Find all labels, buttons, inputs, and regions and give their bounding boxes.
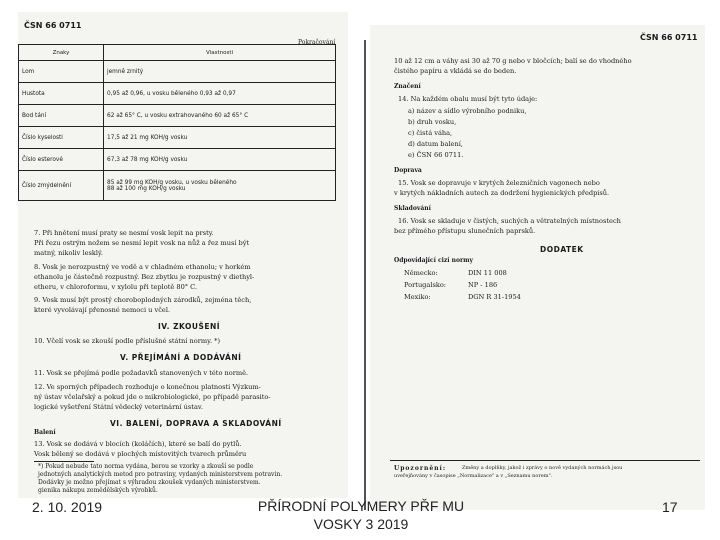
paragraph-12-line1: 12. Ve sporných případech rozhoduje o konečnou platnosti Výzkum- bbox=[34, 383, 261, 391]
section-iv-heading: IV. ZKOUŠENÍ bbox=[158, 322, 221, 331]
paragraph-14: 14. Na každém obalu musí být tyto údaje: bbox=[398, 95, 538, 103]
footnote-line4: gienika nákupu zemědělských výrobků. bbox=[38, 487, 158, 494]
foreign-country-2: Portugalsko: bbox=[404, 281, 447, 289]
appendix-heading: DODATEK bbox=[540, 245, 584, 254]
paragraph-7-line2: Při řezu ostrým nožem se nesmí lepit vosk na nůž a řez musí být bbox=[34, 239, 250, 247]
marking-item-a: a) název a sídlo výrobního podniku, bbox=[408, 107, 527, 115]
footnote-line2: jednotných analytických metod pro potraviny, vydaných ministerstvem potravin. bbox=[38, 471, 283, 478]
marking-item-e: e) ČSN 66 0711. bbox=[408, 151, 464, 159]
paragraph-15-line2: v krytých nákladních autech za dodržení hygienických předpisů. bbox=[394, 189, 610, 197]
storage-subheading: Skladování bbox=[394, 205, 431, 212]
paragraph-16-line2: bez přímého přístupu slunečních paprsků. bbox=[394, 227, 536, 235]
footer-subtitle: VOSKY 3 2019 bbox=[313, 516, 409, 532]
paragraph-7-line3: matný, nikoliv lesklý. bbox=[34, 249, 103, 257]
table-row: Číslo zmýdelnění 85 až 99 mg KOH/g vosku, u vosku běleného 88 až 100 mg KOH/g vosku bbox=[19, 171, 336, 201]
paragraph-15-line1: 15. Vosk se dopravuje v krytých železničních vagonech nebo bbox=[398, 179, 600, 187]
footnote-divider bbox=[34, 461, 94, 462]
paragraph-10: 10. Včelí vosk se zkouší podle příslušné státní normy. *) bbox=[34, 337, 221, 345]
marking-subheading: Značení bbox=[394, 83, 421, 90]
paragraph-16-line1: 16. Vosk se skladuje v čistých, suchých a větratelných místnostech bbox=[398, 217, 621, 225]
left-standard-number: ČSN 66 0711 bbox=[24, 21, 82, 30]
right-continuation-line1: 10 až 12 cm a váhy asi 30 až 70 g nebo v bločcích; balí se do vhodného bbox=[394, 57, 632, 65]
foreign-code-3: DGN R 31-1954 bbox=[468, 293, 521, 301]
section-vi-heading: VI. BALENÍ, DOPRAVA A SKLADOVÁNÍ bbox=[110, 419, 282, 428]
paragraph-11: 11. Vosk se přejímá podle požadavků stanovených v této normě. bbox=[34, 369, 249, 377]
transport-subheading: Doprava bbox=[394, 167, 422, 174]
paragraph-8-line2: ethanolu je částečně rozpustný. Bez zbytku je rozpustný v diethyl- bbox=[34, 273, 255, 281]
marking-item-c: c) čistá váha, bbox=[408, 129, 453, 137]
footer-date: 2. 10. 2019 bbox=[32, 499, 103, 515]
paragraph-8-line3: etheru, v chloroformu, v xylolu při teplotě 80° C. bbox=[34, 283, 198, 291]
packing-subheading: Balení bbox=[34, 429, 56, 436]
foreign-code-2: NP - 186 bbox=[468, 281, 498, 289]
continued-label: Pokračování bbox=[298, 39, 336, 46]
foreign-standards-heading: Odpovídající cizí normy bbox=[394, 257, 474, 264]
section-v-heading: V. PŘEJÍMÁNÍ A DODÁVÁNÍ bbox=[120, 353, 242, 362]
marking-item-d: d) datum balení, bbox=[408, 140, 463, 148]
page-edge-shadow bbox=[364, 40, 366, 510]
notice-text-line1: Změny a doplňky, jakož i zprávy o nově vydaných normách jsou bbox=[462, 465, 623, 471]
right-continuation-line2: čistého papíru a vkládá se do beden. bbox=[394, 67, 517, 75]
notice-text-line2: uveřejňovány v časopise „Normalizace" a v „Seznamu norem". bbox=[394, 473, 553, 479]
table-header-properties: Vlastnosti bbox=[104, 45, 336, 61]
table-row: Bod tání 62 až 65° C, u vosku extrahovaného 60 až 65° C bbox=[19, 105, 336, 127]
paragraph-12-line2: ný ústav včelařský a pokud jde o mikrobiologické, po případě parasito- bbox=[34, 393, 271, 401]
paragraph-13-line2: Vosk bělený se dodává v plochých místovitých tvarech průměru bbox=[34, 450, 247, 458]
footer-title: PŘÍRODNÍ POLYMERY PŘF MU bbox=[257, 498, 465, 514]
table-row: Hustota 0,95 až 0,96, u vosku běleného 0,93 až 0,97 bbox=[19, 83, 336, 105]
properties-table bbox=[18, 44, 336, 201]
paragraph-8-line1: 8. Vosk je nerozpustný ve vodě a v chladném ethanolu; v horkém bbox=[34, 263, 251, 271]
footer-page-number: 17 bbox=[662, 499, 678, 515]
footnote-line3: Dodávky je možno přejímat s výhradou zkoušek vydaných ministerstvem. bbox=[38, 479, 261, 486]
table-row: Číslo esterové 67,3 až 78 mg KOH/g vosku bbox=[19, 149, 336, 171]
paragraph-9-line2: které vyvolávají přenosné nemoci u včel. bbox=[34, 306, 171, 314]
table-header-signs: Znaky bbox=[19, 45, 104, 61]
paragraph-9-line1: 9. Vosk musí být prostý choroboplodných zárodků, zejména těch, bbox=[34, 296, 252, 304]
table-row: Lom jemně zrnitý bbox=[19, 61, 336, 83]
marking-item-b: b) druh vosku, bbox=[408, 118, 457, 126]
notice-label: Upozornění: bbox=[394, 465, 447, 472]
foreign-code-1: DIN 11 008 bbox=[468, 269, 507, 277]
footnote-line1: *) Pokud nebude tato norma vydána, berou se vzorky a zkouší se podle bbox=[38, 463, 254, 470]
foreign-country-3: Mexiko: bbox=[404, 293, 431, 301]
paragraph-12-line3: logické vyšetření Státní vědecký veterinární ústav. bbox=[34, 403, 203, 411]
foreign-country-1: Německo: bbox=[404, 269, 438, 277]
paragraph-13-line1: 13. Vosk se dodává v blocích (koláčích), které se balí do pytlů. bbox=[34, 440, 242, 448]
right-standard-number: ČSN 66 0711 bbox=[640, 33, 698, 42]
notice-divider bbox=[390, 460, 700, 461]
paragraph-7-line1: 7. Při hnětení musí praty se nesmí vosk lepit na prsty. bbox=[34, 229, 214, 237]
table-row: Číslo kyselosti 17,5 až 21 mg KOH/g vosku bbox=[19, 127, 336, 149]
